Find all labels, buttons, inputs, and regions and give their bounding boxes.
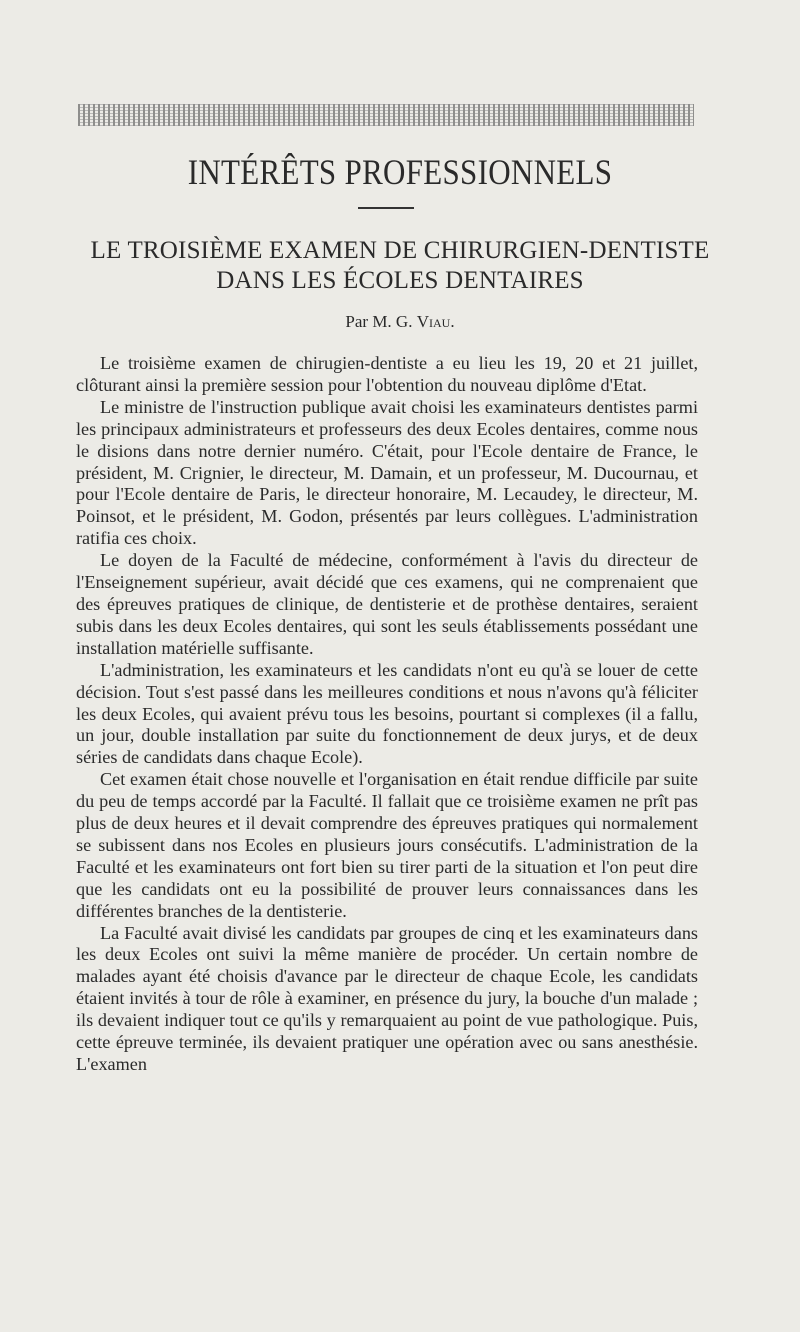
paragraph: Cet examen était chose nouvelle et l'organisation en était rendue difficile par suite du peu de temps accordé par la Faculté. Il fallait que ce troisième examen ne prît pas plus de deux heures et il devait comprendre des épreuves pratiques qui normalement se subissent dans nos Ecoles en plusieurs jours consécutifs. L'administration de la Faculté et les examinateurs ont fort bien su tirer parti de la situation et l'on peut dire que les candidats ont eu la possibilité de prouver leurs connaissances dans les différentes branches de la dentisterie. (76, 769, 698, 921)
section-heading: INTÉRÊTS PROFESSIONNELS (187, 152, 613, 193)
article-body (76, 353, 698, 1076)
title-divider (358, 207, 414, 209)
byline (0, 312, 800, 332)
paragraph: La Faculté avait divisé les candidats par groupes de cinq et les examinateurs dans les deux Ecoles ont suivi la même manière de procéder. Un certain nombre de malades ayant été choisis d'avance par le directeur de chaque Ecole, les candidats étaient invités à tour de rôle à examiner, en présence du jury, la bouche d'un malade ; ils devaient indiquer tout ce qu'ils y remarquaient au point de vue pathologique. Puis, cette épreuve terminée, ils devaient pratiquer une opération avec ou sans anesthésie. L'examen (76, 922, 698, 1074)
paragraph: Le ministre de l'instruction publique avait choisi les examinateurs dentistes parmi les principaux administrateurs et professeurs des deux Ecoles dentaires, comme nous le disions dans notre dernier numéro. C'était, pour l'Ecole dentaire de France, le président, M. Crignier, le directeur, M. Damain, et un professeur, M. Ducournau, et pour l'Ecole dentaire de Paris, le directeur honoraire, M. Lecaudey, le directeur, M. Poinsot, et le président, M. Godon, présentés par leurs collègues. L'administration ratifia ces choix. (76, 396, 698, 549)
article-title (60, 236, 740, 296)
paragraph: Le troisième examen de chirugien-dentiste a eu lieu les 19, 20 et 21 juillet, clôturant ainsi la première session pour l'obtention du nouveau diplôme d'Etat. (76, 353, 698, 395)
paragraph: L'administration, les examinateurs et les candidats n'ont eu qu'à se louer de cette décision. Tout s'est passé dans les meilleures conditions et nous n'avons qu'à féliciter les deux Ecoles, qui avaient prévu tous les besoins, pourtant si complexes (il a fallu, un jour, double installation par suite du fonctionnement de deux jurys, et de deux séries de candidats dans chaque Ecole). (76, 659, 698, 768)
article-title-line-2: DANS LES ÉCOLES DENTAIRES (216, 267, 584, 294)
article-title-line-1: LE TROISIÈME EXAMEN DE CHIRURGIEN-DENTISTE (90, 237, 710, 264)
paragraph: Le doyen de la Faculté de médecine, conformément à l'avis du directeur de l'Enseignement supérieur, avait décidé que ces examens, qui ne comprenaient que des épreuves pratiques de clinique, de dentisterie et de prothèse dentaires, seraient subis dans les deux Ecoles dentaires, qui sont les seuls établissements possédant une installation matérielle suffisante. (76, 550, 698, 658)
decorative-header-band (78, 104, 694, 126)
byline-author: Viau. (416, 312, 455, 331)
byline-prefix: Par M. G. (345, 312, 413, 331)
